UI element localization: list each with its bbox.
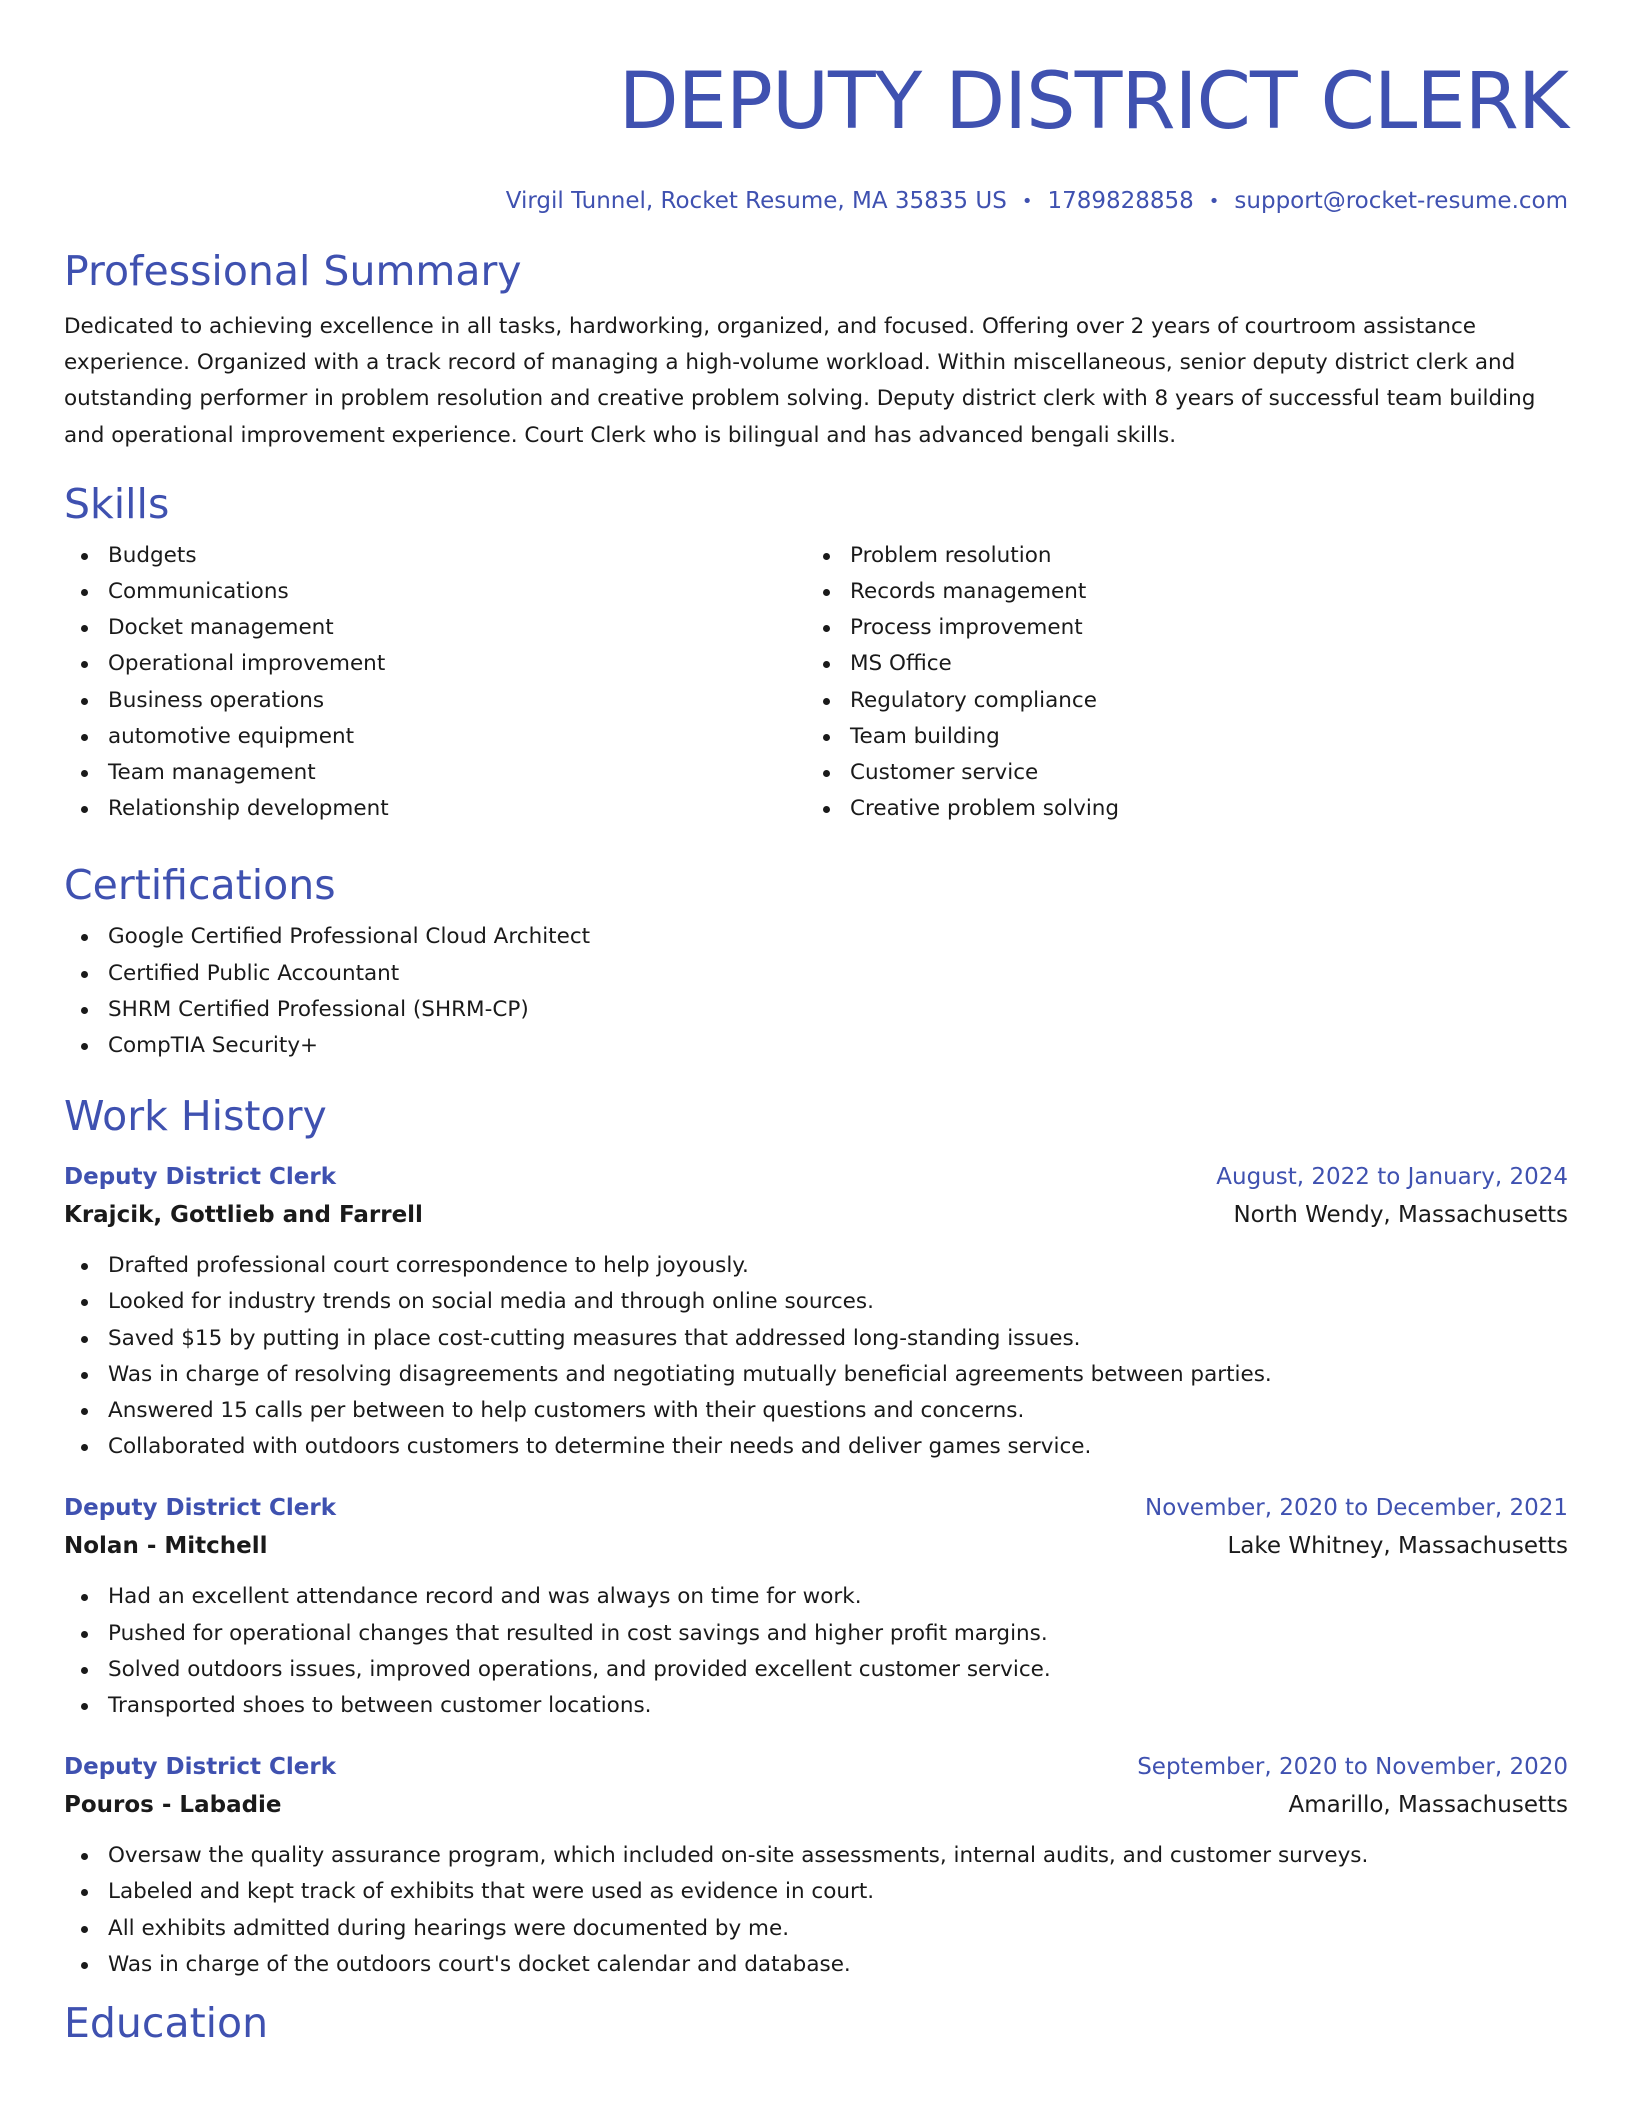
job-duties-list — [64, 1838, 1568, 1983]
job-dates: November, 2020 to December, 2021 — [1145, 1495, 1568, 1522]
summary-section — [64, 245, 1568, 454]
job-duty: Answered 15 calls per between to help customers with their questions and concerns. — [64, 1393, 1568, 1429]
job-duty: Had an excellent attendance record and was always on time for work. — [64, 1579, 1568, 1615]
skill-item: Docket management — [64, 610, 806, 646]
job-duty: Transported shoes to between customer locations. — [64, 1688, 1568, 1724]
skills-column-left — [64, 538, 806, 828]
contact-line — [64, 186, 1568, 217]
contact-address: Virgil Tunnel, Rocket Resume, MA 35835 US — [505, 188, 1007, 214]
job-company-row — [64, 1527, 1568, 1565]
summary-heading: Professional Summary — [64, 247, 522, 295]
job-duty: Pushed for operational changes that resulted in cost savings and higher profit margins. — [64, 1616, 1568, 1652]
job-entry — [64, 1489, 1568, 1724]
contact-phone[interactable]: 1789828858 — [1047, 188, 1194, 214]
job-company: Pouros - Labadie — [64, 1792, 282, 1819]
skill-item: Communications — [64, 574, 806, 610]
skills-heading: Skills — [64, 479, 170, 528]
skills-column-right — [806, 538, 1548, 828]
skill-item: Process improvement — [806, 610, 1548, 646]
job-entry — [64, 1748, 1568, 1983]
skill-item: Business operations — [64, 683, 806, 719]
job-duty: Collaborated with outdoors customers to determine their needs and deliver games service. — [64, 1429, 1568, 1465]
job-title-row — [64, 1748, 1568, 1786]
job-dates: September, 2020 to November, 2020 — [1137, 1754, 1568, 1781]
job-title-row — [64, 1158, 1568, 1196]
certification-item: Certified Public Accountant — [64, 956, 1568, 992]
skill-item: Budgets — [64, 538, 806, 574]
job-duty: Saved $15 by putting in place cost-cutting measures that addressed long-standing issues. — [64, 1321, 1568, 1357]
job-location: Lake Whitney, Massachusetts — [1227, 1533, 1568, 1560]
skill-item: Team management — [64, 755, 806, 791]
job-entry — [64, 1158, 1568, 1465]
skills-list-right — [806, 538, 1548, 828]
contact-separator: • — [1208, 191, 1220, 212]
job-duty: Solved outdoors issues, improved operations, and provided excellent customer service. — [64, 1652, 1568, 1688]
skill-item: Operational improvement — [64, 646, 806, 682]
skill-item: Creative problem solving — [806, 791, 1548, 827]
job-duty: All exhibits admitted during hearings were documented by me. — [64, 1911, 1568, 1947]
job-title: Deputy District Clerk — [64, 1754, 337, 1781]
job-dates: August, 2022 to January, 2024 — [1216, 1164, 1568, 1191]
job-duty: Oversaw the quality assurance program, which included on-site assessments, internal audits, and customer surveys. — [64, 1838, 1568, 1874]
skill-item: Regulatory compliance — [806, 683, 1548, 719]
education-section — [64, 1997, 1568, 2049]
job-title: Deputy District Clerk — [64, 1495, 337, 1522]
skill-item: Records management — [806, 574, 1548, 610]
certifications-section — [64, 859, 1568, 1064]
job-duty: Drafted professional court correspondence to help joyously. — [64, 1248, 1568, 1284]
skills-section — [64, 478, 1568, 828]
certification-item: CompTIA Security+ — [64, 1028, 1568, 1064]
job-duty: Was in charge of the outdoors court's docket calendar and database. — [64, 1947, 1568, 1983]
skill-item: Problem resolution — [806, 538, 1548, 574]
job-duty: Looked for industry trends on social media and through online sources. — [64, 1284, 1568, 1320]
work-history-section — [64, 1090, 1568, 1983]
certification-item: SHRM Certified Professional (SHRM-CP) — [64, 992, 1568, 1028]
work-history-heading: Work History — [64, 1092, 327, 1141]
job-company: Krajcik, Gottlieb and Farrell — [64, 1202, 423, 1229]
skill-item: Team building — [806, 719, 1548, 755]
skills-list-left — [64, 538, 806, 828]
resume-header — [64, 0, 1568, 217]
contact-email[interactable]: support@rocket-resume.com — [1234, 188, 1568, 214]
skill-item: Relationship development — [64, 791, 806, 827]
certifications-heading: Certifications — [64, 861, 336, 910]
certifications-list — [64, 919, 1568, 1064]
contact-separator: • — [1021, 191, 1033, 212]
skill-item: Customer service — [806, 755, 1548, 791]
job-title: Deputy District Clerk — [64, 1164, 337, 1191]
skills-columns — [64, 538, 1568, 828]
job-company-row — [64, 1196, 1568, 1234]
job-duties-list — [64, 1579, 1568, 1724]
job-duties-list — [64, 1248, 1568, 1465]
skill-item: MS Office — [806, 646, 1548, 682]
candidate-name: DEPUTY DISTRICT CLERK — [618, 57, 1568, 147]
job-title-row — [64, 1489, 1568, 1527]
certification-item: Google Certified Professional Cloud Architect — [64, 919, 1568, 955]
job-location: Amarillo, Massachusetts — [1288, 1792, 1568, 1819]
job-location: North Wendy, Massachusetts — [1233, 1202, 1568, 1229]
skill-item: automotive equipment — [64, 719, 806, 755]
job-company-row — [64, 1786, 1568, 1824]
job-duty: Was in charge of resolving disagreements and negotiating mutually beneficial agreements between parties. — [64, 1357, 1568, 1393]
education-heading: Education — [64, 1999, 269, 2048]
summary-text: Dedicated to achieving excellence in all tasks, hardworking, organized, and focused. Offering over 2 years of courtroom assistance experience. Organized with a track record of managing a high-volume workload. Within miscellaneous, senior deputy district clerk and outstanding performer in problem resolution and creative problem solving. Deputy district clerk with 8 years of successful team building and operational improvement experience. Court Clerk who is bilingual and has advanced bengali skills. — [64, 314, 1536, 448]
job-duty: Labeled and kept track of exhibits that were used as evidence in court. — [64, 1874, 1568, 1910]
job-company: Nolan - Mitchell — [64, 1533, 268, 1560]
